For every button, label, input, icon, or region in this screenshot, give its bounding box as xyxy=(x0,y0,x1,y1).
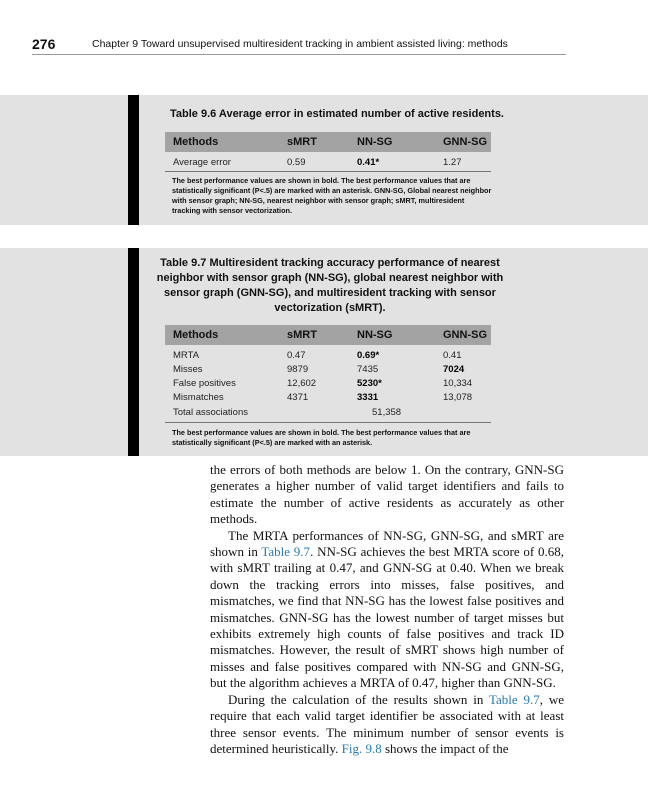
column-header: sMRT xyxy=(287,136,317,148)
table-header-row xyxy=(165,325,491,345)
table-row xyxy=(165,391,491,404)
table-footnote: The best performance values are shown in bold. The best performance values that are statistically significant (P<.5) are marked with an asterisk. xyxy=(172,428,471,447)
table-header-row xyxy=(165,132,491,152)
row-label: Average error xyxy=(173,157,231,168)
cell-gnnsg: 1.27 xyxy=(443,157,462,168)
table-side-bar xyxy=(128,248,139,456)
column-header: Methods xyxy=(173,329,219,341)
running-head xyxy=(32,36,566,55)
table-row xyxy=(165,363,491,376)
column-header: Methods xyxy=(173,136,219,148)
page-number: 276 xyxy=(32,36,56,52)
table-side-bar xyxy=(128,95,139,225)
column-header: GNN-SG xyxy=(443,329,487,341)
paragraph xyxy=(210,692,564,758)
cell-gnnsg: 0.41 xyxy=(443,350,462,361)
body-text xyxy=(210,462,564,757)
table-caption: Table 9.6 Average error in estimated number of active residents. xyxy=(170,108,504,120)
chapter-title: Chapter 9 Toward unsupervised multiresident tracking in ambient assisted living: methods xyxy=(92,38,508,50)
table-total-row xyxy=(165,406,491,419)
row-label: Mismatches xyxy=(173,392,224,403)
row-label: MRTA xyxy=(173,350,200,361)
cell-nnsg: 3331 xyxy=(357,392,379,403)
paragraph-text: shows the impact of the xyxy=(381,740,509,756)
cell-smrt: 0.59 xyxy=(287,157,306,168)
row-label: Total associations xyxy=(173,407,248,418)
row-label: False positives xyxy=(173,378,236,389)
table-reference-link[interactable]: Table 9.7 xyxy=(261,544,311,560)
paragraph-text: The MRTA performances of NN-SG, GNN-SG, and sMRT are shown in xyxy=(210,527,564,560)
cell-smrt: 4371 xyxy=(287,392,309,403)
paragraph-text: During the calculation of the results shown in xyxy=(228,691,489,707)
column-header: sMRT xyxy=(287,329,317,341)
cell-nnsg: 7435 xyxy=(357,364,379,375)
cell-gnnsg: 7024 xyxy=(443,364,465,375)
paragraph: the errors of both methods are below 1. On the contrary, GNN-SG generates a higher number of valid target identifiers and fails to estimate the number of active residents as accurately as other methods. xyxy=(210,462,564,527)
cell-nnsg: 0.69* xyxy=(357,350,380,361)
column-header: NN-SG xyxy=(357,136,393,148)
table-bottom-rule xyxy=(165,171,491,172)
cell-smrt: 12,602 xyxy=(287,378,317,389)
paragraph-text: . NN-SG achieves the best MRTA score of 0.68, with sMRT trailing at 0.47, and GNN-SG at 0.40. When we break down the tracking errors into misses, false positives, and mismatches, we find that NN-SG has the lowest false positives and mismatches. GNN-SG has the lowest number of target misses but exhibits extremely high counts of false positives and track ID mismatches. However, the result of sMRT shows high number of misses and false positives compared with NN-SG and GNN-SG, but the algorithm achieves a MRTA of 0.47, higher than GNN-SG. xyxy=(210,544,565,691)
cell-gnnsg: 13,078 xyxy=(443,392,473,403)
row-label: Misses xyxy=(173,364,203,375)
table-reference-link[interactable]: Table 9.7 xyxy=(488,691,540,707)
table-row xyxy=(165,156,491,169)
cell-smrt: 9879 xyxy=(287,364,309,375)
cell-nnsg: 0.41* xyxy=(357,157,380,168)
column-header: GNN-SG xyxy=(443,136,487,148)
column-header: NN-SG xyxy=(357,329,393,341)
table-row xyxy=(165,349,491,362)
table-footnote: The best performance values are shown in bold. The best performance values that are statistically significant (P<.5) are marked with an asterisk. GNN-SG, Global nearest neighbor with sensor graph; NN-SG, nearest neighbor with sensor graph; sMRT, multiresident tracking with sensor vectorization. xyxy=(172,176,492,215)
cell-total: 51,358 xyxy=(372,407,402,418)
figure-reference-link[interactable]: Fig. 9.8 xyxy=(341,740,382,756)
paragraph xyxy=(210,528,564,692)
paragraph-text: , we require that each valid target identifier be associated with at least three sensor events. The minimum number of sensor events is determined heuristically. xyxy=(210,691,564,756)
cell-smrt: 0.47 xyxy=(287,350,306,361)
table-9-6-panel xyxy=(0,95,648,225)
cell-nnsg: 5230* xyxy=(357,378,382,389)
table-caption: Table 9.7 Multiresident tracking accuracy performance of nearest neighbor with sensor graph (NN-SG), global nearest neighbor with sensor graph (GNN-SG), and multiresident tracking with sensor vectorization (sMRT). xyxy=(156,257,504,314)
table-9-7-panel xyxy=(0,248,648,456)
table-row xyxy=(165,377,491,390)
cell-gnnsg: 10,334 xyxy=(443,378,473,389)
table-bottom-rule xyxy=(165,422,491,423)
